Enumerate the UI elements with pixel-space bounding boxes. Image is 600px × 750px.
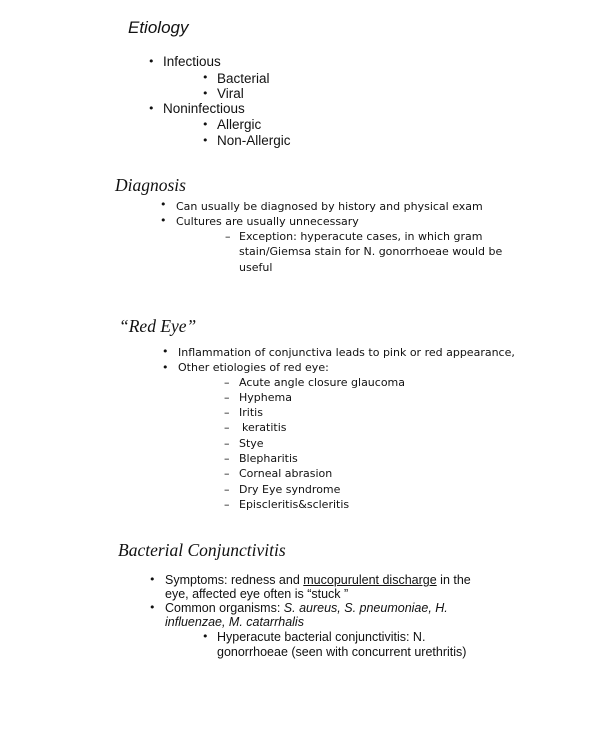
- red-eye-sub-episcleritis: Episcleritis&scleritis: [239, 498, 350, 511]
- red-eye-sub-iritis: Iritis: [239, 406, 263, 419]
- red-eye-heading: “Red Eye”: [119, 316, 197, 336]
- dash-icon: –: [224, 498, 230, 511]
- red-eye-sub-hyphema: Hyphema: [239, 391, 292, 404]
- etiology-item-noninfectious: Noninfectious: [163, 101, 245, 116]
- dash-icon: –: [224, 421, 230, 434]
- red-eye-sub-keratitis: keratitis: [242, 421, 287, 434]
- diagnosis-item-cultures: Cultures are usually unnecessary: [176, 215, 359, 228]
- symptoms-prefix: Symptoms: redness and: [165, 573, 304, 587]
- diagnosis-item-history: Can usually be diagnosed by history and physical exam: [176, 200, 483, 213]
- symptoms-suffix: in the: [436, 573, 471, 587]
- diagnosis-exception-line1: Exception: hyperacute cases, in which gram: [239, 230, 483, 243]
- bacterial-heading: Bacterial Conjunctivitis: [118, 540, 286, 560]
- red-eye-sub-corneal-abrasion: Corneal abrasion: [239, 467, 333, 480]
- dash-icon: –: [224, 391, 230, 404]
- bacterial-hyperacute-line2: gonorrhoeae (seen with concurrent urethritis): [217, 645, 467, 659]
- dash-icon: –: [224, 406, 230, 419]
- diagnosis-exception-line2: stain/Giemsa stain for N. gonorrhoeae would be: [239, 245, 503, 258]
- dash-icon: –: [224, 437, 230, 450]
- bullet-icon: •: [160, 198, 167, 211]
- bullet-icon: •: [202, 134, 209, 147]
- dash-icon: –: [224, 376, 230, 389]
- red-eye-sub-stye: Stye: [239, 437, 264, 450]
- red-eye-sub-dry-eye: Dry Eye syndrome: [239, 483, 341, 496]
- etiology-sub-allergic: Allergic: [217, 117, 262, 132]
- etiology-heading: Etiology: [128, 18, 189, 37]
- bacterial-organisms-line1: [165, 601, 448, 615]
- etiology-sub-viral: Viral: [217, 86, 244, 101]
- bullet-icon: •: [149, 573, 156, 586]
- symptoms-underlined: mucopurulent discharge: [303, 573, 437, 587]
- dash-icon: –: [224, 452, 230, 465]
- etiology-sub-bacterial: Bacterial: [217, 71, 270, 86]
- bullet-icon: •: [162, 345, 169, 358]
- bullet-icon: •: [202, 87, 209, 100]
- bullet-icon: •: [162, 361, 169, 374]
- bacterial-organisms-line2: influenzae, M. catarrhalis: [165, 615, 304, 629]
- organisms-prefix: Common organisms:: [165, 601, 284, 615]
- bullet-icon: •: [160, 214, 167, 227]
- bullet-icon: •: [148, 102, 155, 115]
- diagnosis-heading: Diagnosis: [115, 175, 186, 195]
- diagnosis-exception-line3: useful: [239, 261, 273, 274]
- organisms-italic-1: S. aureus, S. pneumoniae, H.: [283, 601, 448, 615]
- bacterial-symptoms-line1: [165, 573, 471, 587]
- bullet-icon: •: [148, 55, 155, 68]
- etiology-item-infectious: Infectious: [163, 54, 221, 69]
- dash-icon: –: [224, 483, 230, 496]
- bacterial-hyperacute-line1: Hyperacute bacterial conjunctivitis: N.: [217, 630, 426, 644]
- red-eye-sub-glaucoma: Acute angle closure glaucoma: [239, 376, 406, 389]
- bullet-icon: •: [202, 71, 209, 84]
- bullet-icon: •: [202, 630, 209, 643]
- red-eye-sub-blepharitis: Blepharitis: [239, 452, 298, 465]
- dash-icon: –: [225, 230, 231, 243]
- etiology-sub-non-allergic: Non-Allergic: [217, 133, 291, 148]
- bullet-icon: •: [202, 118, 209, 131]
- bacterial-symptoms-line2: eye, affected eye often is “stuck ”: [165, 587, 349, 601]
- bullet-icon: •: [149, 601, 156, 614]
- red-eye-item-inflammation: Inflammation of conjunctiva leads to pink or red appearance,: [178, 346, 515, 359]
- red-eye-item-other: Other etiologies of red eye:: [178, 361, 329, 374]
- dash-icon: –: [224, 467, 230, 480]
